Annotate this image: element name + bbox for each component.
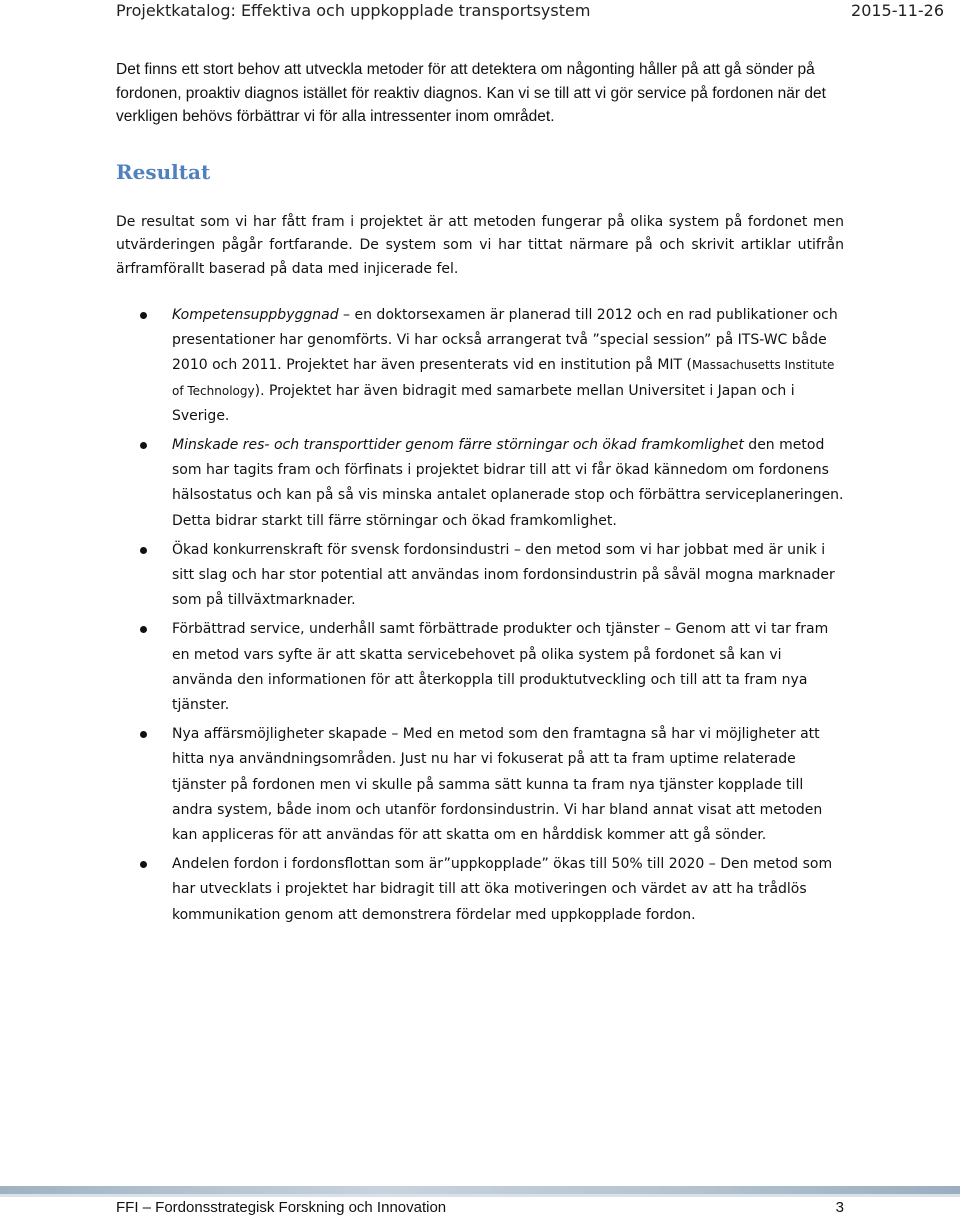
- page-header: [0, 0, 960, 34]
- section-heading: Resultat: [116, 159, 211, 184]
- list-item-text: Ökad konkurrenskraft för svensk fordonsindustri – den metod som vi har jobbat med är unik i sitt slag och har stor potential att användas inom fordonsindustrin på såväl mogna marknader som på tillväxtmarknader.: [172, 541, 835, 609]
- list-item: [116, 722, 844, 848]
- list-item-text: – en doktorsexamen är planerad till 2012 och en rad publikationer och presentationer har genomförts. Vi har också arrangerat två ”special session” på ITS-WC både 2010 och 2011. Projektet har även presenterats vid en institution på MIT (: [172, 307, 838, 374]
- results-list: [116, 303, 844, 928]
- bullet-icon: [140, 861, 147, 868]
- bullet-icon: [140, 442, 147, 449]
- list-item-text: Nya affärsmöjligheter skapade – Med en metod som den framtagna så har vi möjligheter att hitta nya användningsområden. Just nu har vi fokuserat på att ta fram uptime relaterade tjänster på fordonen men vi skulle på samma sätt kunna ta fram nya tjänster kopplade till andra system, både inom och utanför fordonsindustrin. Vi har bland annat visat att metoden kan appliceras för att användas för att skatta om en hårddisk kommer att gå sönder.: [172, 726, 823, 844]
- list-item-text: Andelen fordon i fordonsflottan som är”uppkopplade” ökas till 50% till 2020 – Den metod som har utvecklats i projektet har bidragit till att öka motiveringen och värdet av att ha trådlös kommunikation genom att demonstrera fördelar med uppkopplade fordon.: [172, 856, 833, 923]
- list-item-lead: Minskade res- och transporttider genom färre störningar och ökad framkomlighet: [172, 437, 744, 454]
- document-body: [116, 58, 844, 932]
- results-paragraph: De resultat som vi har fått fram i projektet är att metoden fungerar på olika system på fordonet men utvärderingen pågår fortfarande. De system som vi har tittat närmare på och skrivit artiklar utifrån ärframförallt baserad på data med injicerade fel.: [116, 213, 844, 277]
- list-item-lead: Kompetensuppbyggnad: [172, 307, 339, 323]
- list-item: [116, 303, 844, 429]
- list-item: [116, 617, 844, 718]
- list-item: [116, 852, 844, 928]
- bullet-icon: [140, 547, 147, 554]
- footer-decorative-line: [0, 1194, 960, 1197]
- header-date: 2015-11-26: [851, 1, 944, 20]
- list-item-text-end: ). Projektet har även bidragit med samarbete mellan Universitet i Japan och i Sverige.: [172, 382, 795, 424]
- bullet-icon: [140, 626, 147, 633]
- list-item-small-text: Massachusetts Institute of Technology: [172, 358, 835, 398]
- intro-paragraph: Det finns ett stort behov att utveckla metoder för att detektera om någonting håller på att gå sönder på fordonen, proaktiv diagnos istället för reaktiv diagnos. Kan vi se till att vi gör service på fordonen när det verkligen behövs förbättrar vi för alla intressenter inom området.: [116, 61, 826, 125]
- list-item-text: Förbättrad service, underhåll samt förbättrade produkter och tjänster – Genom att vi tar fram en metod vars syfte är att skatta servicebehovet på olika system på fordonet så kan vi använda den informationen för att återkoppla till produktutveckling och till att ta fram nya tjänster.: [172, 621, 829, 714]
- page-number: 3: [835, 1199, 844, 1216]
- list-item: [116, 538, 844, 614]
- bullet-icon: [140, 731, 147, 738]
- bullet-icon: [140, 312, 147, 319]
- footer-decorative-band: [0, 1186, 960, 1194]
- header-title: Projektkatalog: Effektiva och uppkopplade transportsystem: [116, 1, 591, 20]
- footer-text: FFI – Fordonsstrategisk Forskning och Innovation: [116, 1199, 447, 1216]
- list-item-text: den metod som har tagits fram och förfinats i projektet bidrar till att vi får ökad kännedom om fordonens hälsostatus och kan på så vis minska antalet oplanerade stop och förbättra serviceplaneringen. Detta bidrar starkt till färre störningar och ökad framkomlighet.: [172, 437, 844, 529]
- list-item: [116, 433, 844, 534]
